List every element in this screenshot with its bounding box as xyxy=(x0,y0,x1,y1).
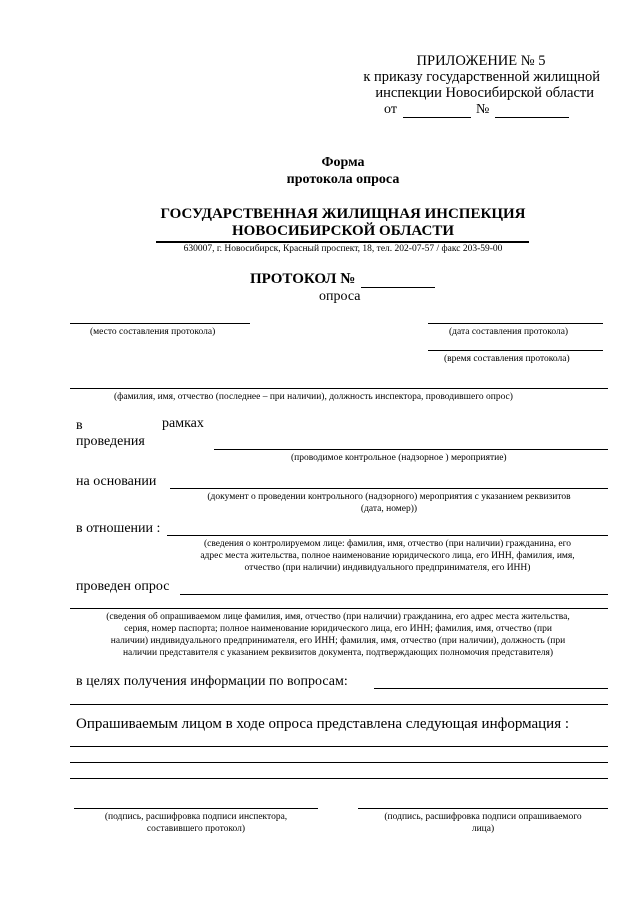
respondent-signature-hint-line1: (подпись, расшифровка подписи опрашиваемого xyxy=(384,812,582,822)
respondent-line xyxy=(70,608,608,609)
conducted-line xyxy=(180,594,608,595)
time-hint: (время составления протокола) xyxy=(444,354,570,364)
place-hint: (место составления протокола) xyxy=(90,327,216,337)
event-line xyxy=(214,449,608,450)
basis-hint-line2: (дата, номер)) xyxy=(360,504,418,514)
subject-hint-line1: (сведения о контролируемом лице: фамилия, имя, отчество (при наличии) гражданина, его xyxy=(203,539,572,549)
appendix-num-label: № xyxy=(476,102,490,117)
label-framework: рамках xyxy=(162,416,204,431)
respondent-hint-line4: наличии представителя с указанием реквизитов документа, подтверждающих полномочия представителя) xyxy=(122,648,554,658)
respondent-signature-line xyxy=(358,808,608,809)
label-regarding: в отношении : xyxy=(76,521,161,536)
protocol-number-line xyxy=(361,287,435,288)
subject-line xyxy=(167,535,608,536)
protocol-title: ПРОТОКОЛ № xyxy=(250,271,356,287)
form-title: Форма xyxy=(321,155,365,170)
purpose-line2 xyxy=(70,704,608,705)
respondent-signature-hint-line2: лица) xyxy=(471,824,495,834)
label-purpose: в целях получения информации по вопросам: xyxy=(76,674,348,689)
org-address: 630007, г. Новосибирск, Красный проспект, 18, тел. 202-07-57 / факс 203-59-00 xyxy=(183,244,503,254)
label-info: Опрашиваемым лицом в ходе опроса представлена следующая информация : xyxy=(76,716,570,732)
appendix-line2: инспекции Новосибирской области xyxy=(375,85,594,101)
appendix-line1: к приказу государственной жилищной xyxy=(363,69,600,85)
basis-line xyxy=(170,488,608,489)
info-line1 xyxy=(70,746,608,747)
info-line2 xyxy=(70,762,608,763)
subject-hint-line2: адрес места жительства, полное наименование юридического лица, его ИНН, фамилия, имя, xyxy=(200,551,575,561)
purpose-line1 xyxy=(374,688,608,689)
event-hint: (проводимое контрольное (надзорное ) мероприятие) xyxy=(291,453,507,463)
subject-hint-line3: отчество (при наличии) индивидуального предпринимателя, его ИНН) xyxy=(244,563,531,573)
appendix-title: ПРИЛОЖЕНИЕ № 5 xyxy=(416,53,546,69)
org-name-line2: НОВОСИБИРСКОЙ ОБЛАСТИ xyxy=(231,223,455,239)
appendix-from-label: от xyxy=(384,102,397,117)
respondent-hint-line1: (сведения об опрашиваемом лице фамилия, имя, отчество (при наличии) гражданина, его адрес места жительства, xyxy=(106,612,570,622)
place-line xyxy=(70,323,250,324)
form-subtitle: протокола опроса xyxy=(286,172,400,187)
time-line xyxy=(428,350,603,351)
label-conducted: проведен опрос xyxy=(76,579,170,594)
inspector-signature-hint-line1: (подпись, расшифровка подписи инспектора, xyxy=(104,812,288,822)
inspector-hint: (фамилия, имя, отчество (последнее – при наличии), должность инспектора, проводившего опрос) xyxy=(114,392,513,402)
inspector-line xyxy=(70,388,608,389)
date-line xyxy=(428,323,603,324)
label-conducting: проведения xyxy=(76,434,145,449)
info-line3 xyxy=(70,778,608,779)
respondent-hint-line3: наличии) индивидуального предпринимателя, его ИНН; фамилия, имя, отчество (при наличии), должность (при xyxy=(110,636,566,646)
appendix-block xyxy=(300,53,600,101)
org-name-line1: ГОСУДАРСТВЕННАЯ ЖИЛИЩНАЯ ИНСПЕКЦИЯ xyxy=(160,206,526,222)
appendix-number-line xyxy=(495,117,569,118)
appendix-date-line xyxy=(403,117,471,118)
date-hint: (дата составления протокола) xyxy=(449,327,569,337)
label-basis: на основании xyxy=(76,474,157,489)
inspector-signature-hint-line2: составившего протокол) xyxy=(146,824,246,834)
basis-hint-line1: (документ о проведении контрольного (надзорного) мероприятия с указанием реквизитов xyxy=(207,492,571,502)
inspector-signature-line xyxy=(74,808,318,809)
label-in: в xyxy=(76,418,83,433)
respondent-hint-line2: серия, номер паспорта; полное наименование юридического лица, его ИНН; фамилия, имя, отчество (при xyxy=(124,624,552,634)
protocol-subtitle: опроса xyxy=(319,289,361,304)
